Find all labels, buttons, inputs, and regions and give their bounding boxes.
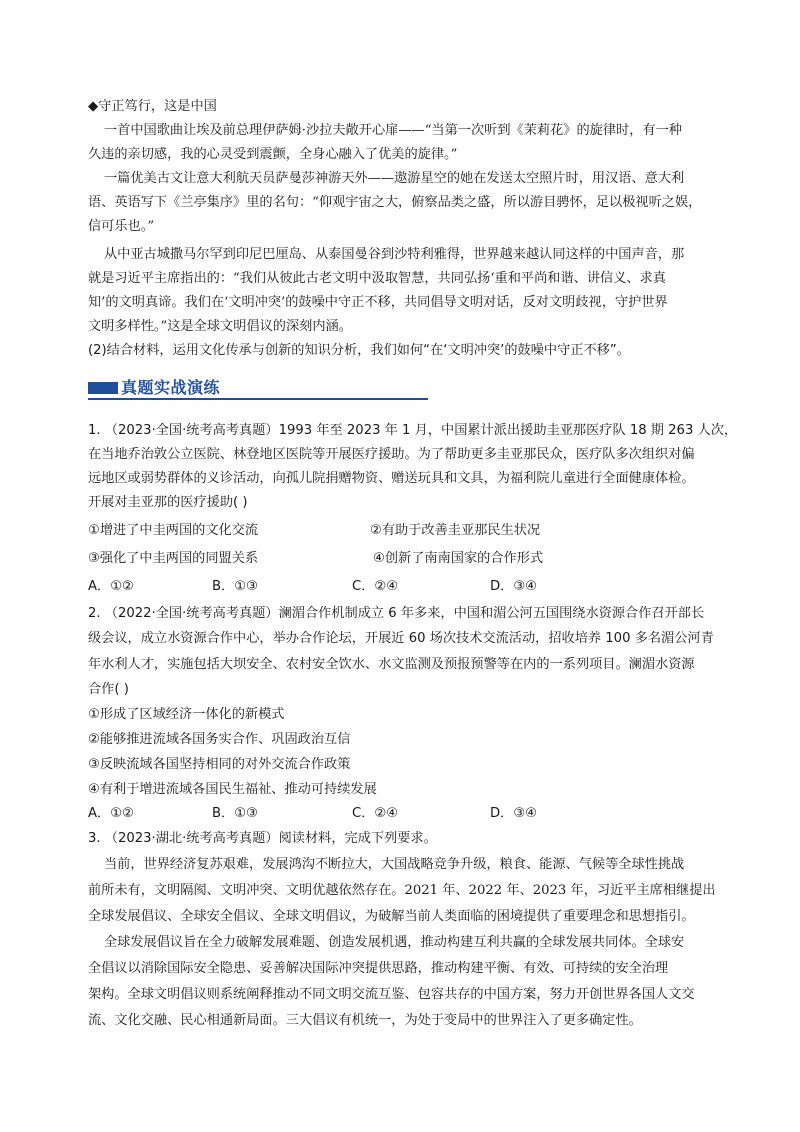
section-title: ◆守正笃行，这是中国 bbox=[88, 99, 217, 114]
paragraph-line: 当前，世界经济复苏艰难，发展鸿沟不断拉大，大国战略竞争升级，粮食、能源、气候等全球性挑战 bbox=[104, 857, 685, 872]
paragraph-line: 全球发展倡议旨在全力破解发展难题、创造发展机遇，推动构建互利共赢的全球发展共同体。全球安 bbox=[104, 935, 685, 950]
paragraph-line: 语、英语写下《兰亭集序》里的名句：“仰观宇宙之大，俯察品类之盛，所以游目骋怀，足以极视听之娱， bbox=[88, 195, 702, 210]
paragraph-line: 流、文化交融、民心相通新局面。三大倡议有机统一，为处于变局中的世界注入了更多确定性。 bbox=[88, 1013, 642, 1028]
paragraph-line: 架构。全球文明倡议则系统阐释推动不同文明交流互鉴、包容共存的中国方案，努力开创世界各国人文交 bbox=[88, 987, 695, 1002]
paragraph-line: 全倡议以消除国际安全隐患、妥善解决国际冲突提供思路，推动构建平衡、有效、可持续的安全治理 bbox=[88, 961, 669, 976]
paragraph-line: 文明多样性。”这是全球文明倡议的深刻内涵。 bbox=[88, 319, 352, 334]
section-heading bbox=[88, 372, 428, 402]
q1-statement-3: ③强化了中圭两国的同盟关系 bbox=[88, 551, 259, 566]
q1-choice-b: B．①③ bbox=[212, 579, 258, 594]
question-1-line: 在当地乔治敦公立医院、林登地区医院等开展医疗援助。为了帮助更多圭亚那民众，医疗队多次组织对偏 bbox=[88, 447, 695, 462]
q2-statement-3: ③反映流域各国坚持相同的对外交流合作政策 bbox=[88, 757, 351, 772]
paragraph-line: 信可乐也。” bbox=[88, 219, 155, 234]
q2-choice-a: A．①② bbox=[88, 806, 134, 821]
q1-statement-2: ②有助于改善圭亚那民生状况 bbox=[370, 523, 541, 538]
paragraph-line: 知’的文明真谛。我们在‘文明冲突’的鼓噪中守正不移，共同倡导文明对话，反对文明歧视，守护世界 bbox=[88, 295, 668, 310]
question-2-line: 年水利人才，实施包括大坝安全、农村安全饮水、水文监测及预报预警等在内的一系列项目。澜湄水资源 bbox=[88, 657, 695, 672]
q1-statement-4: ④创新了南南国家的合作形式 bbox=[373, 551, 544, 566]
q2-choice-b: B．①③ bbox=[212, 806, 258, 821]
paragraph-line: 从中亚古城撒马尔罕到印尼巴厘岛、从泰国曼谷到沙特利雅得，世界越来越认同这样的中国声音，那 bbox=[104, 247, 685, 262]
q2-statement-4: ④有利于增进流域各国民生福祉、推动可持续发展 bbox=[88, 782, 377, 797]
q2-statement-2: ②能够推进流域各国务实合作、巩固政治互信 bbox=[88, 732, 351, 747]
paragraph-line: 全球发展倡议、全球安全倡议、全球文明倡议，为破解当前人类面临的困境提供了重要理念和思想指引。 bbox=[88, 909, 695, 924]
q1-statement-1: ①增进了中圭两国的文化交流 bbox=[88, 523, 259, 538]
q1-choice-a: A．①② bbox=[88, 579, 134, 594]
paragraph-line: 一首中国歌曲让埃及前总理伊萨姆·沙拉夫敞开心扉——“当第一次听到《茉莉花》的旋律时，有一种 bbox=[104, 123, 682, 138]
paragraph-line: 就是习近平主席指出的：“我们从彼此古老文明中汲取智慧，共同弘扬‘重和平尚和谐、讲信义、求真 bbox=[88, 271, 666, 286]
paragraph-line: 前所未有，文明隔阂、文明冲突、文明优越依然存在。2021 年、2022 年、2023 年，习近平主席相继提出 bbox=[88, 883, 716, 898]
q1-choice-c: C．②④ bbox=[352, 579, 399, 594]
question-2-line: 合作( ) bbox=[88, 682, 129, 697]
question-1-line: 1. （2023·全国·统考高考真题）1993 年至 2023 年 1 月，中国累计派出援助圭亚那医疗队 18 期 263 人次， bbox=[88, 423, 738, 438]
heading-underline bbox=[88, 398, 428, 400]
heading-bar-decoration bbox=[88, 382, 118, 394]
question-1-line: 开展对圭亚那的医疗援助( ) bbox=[88, 495, 248, 510]
q1-choice-d: D．③④ bbox=[490, 579, 537, 594]
q2-choice-d: D．③④ bbox=[490, 806, 537, 821]
question-2-line: 2. （2022·全国·统考高考真题）澜湄合作机制成立 6 年多来，中国和湄公河五国围绕水资源合作召开部长 bbox=[88, 606, 705, 621]
question-3-line: 3. （2023·湖北·统考高考真题）阅读材料，完成下列要求。 bbox=[88, 831, 437, 846]
q2-statement-1: ①形成了区域经济一体化的新模式 bbox=[88, 707, 285, 722]
question-1-line: 远地区或弱势群体的义诊活动，向孤儿院捐赠物资、赠送玩具和文具，为福利院儿童进行全面健康体检。 bbox=[88, 471, 695, 486]
q2-choice-c: C．②④ bbox=[352, 806, 399, 821]
paragraph-line: 一篇优美古文让意大利航天员萨曼莎神游天外——遨游星空的她在发送太空照片时，用汉语、意大利 bbox=[104, 171, 685, 186]
section-heading-text: 真题实战演练 bbox=[121, 378, 221, 397]
paragraph-line: 久违的亲切感，我的心灵受到震颤，全身心融入了优美的旋律。” bbox=[88, 147, 458, 162]
question-2-line: 级会议，成立水资源合作中心，举办合作论坛，开展近 60 场次技术交流活动，招收培养 100 多名湄公河青 bbox=[88, 631, 714, 646]
question-2-prompt: (2)结合材料，运用文化传承与创新的知识分析，我们如何“在‘文明冲突’的鼓噪中守正不移”。 bbox=[88, 343, 630, 358]
